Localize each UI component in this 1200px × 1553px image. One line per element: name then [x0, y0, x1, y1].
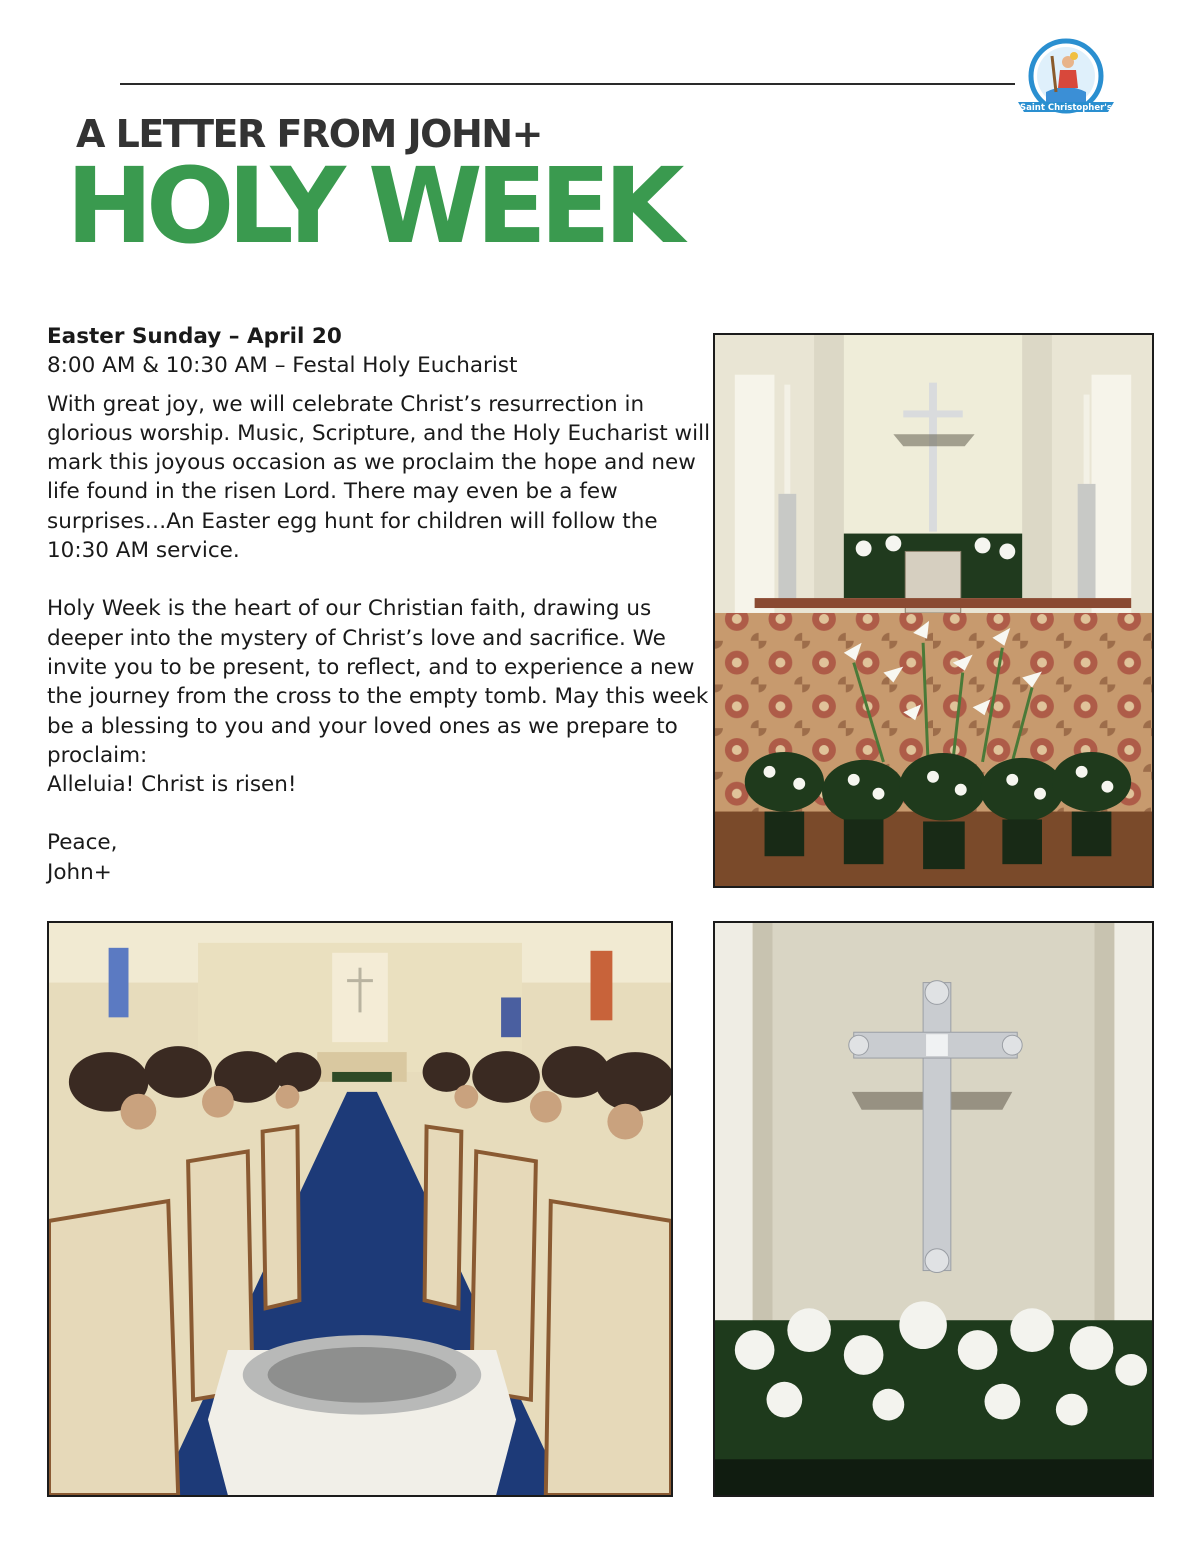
letter-content: [47, 322, 712, 887]
header-rule: [120, 83, 1015, 85]
event-title: Easter Sunday – April 20: [47, 324, 342, 349]
page-title: HOLY WEEK: [66, 145, 678, 267]
altar-lilies-photo: [713, 333, 1154, 888]
letter-closing: Peace,: [47, 830, 118, 856]
letter-subtitle: A LETTER FROM JOHN+: [76, 112, 542, 156]
logo-text: Saint Christopher's: [1020, 103, 1112, 113]
letter-body: Holy Week is the heart of our Christian faith, drawing us deeper into the mystery of Christ’s love and sacrifice. We invite you to be present, to reflect, and to experience a new the journey from the cross to the empty tomb. May this week be a blessing to you and your loved ones as we prepare to proclaim:: [47, 596, 709, 768]
saint-christopher-logo-icon: [1012, 38, 1120, 122]
event-time: 8:00 AM & 10:30 AM – Festal Holy Eucharist: [47, 353, 518, 379]
event-description: With great joy, we will celebrate Christ’s resurrection in glorious worship. Music, Scripture, and the Holy Eucharist will mark this joyous occasion as we proclaim the hope and new life found in the risen Lord. There may even be a few surprises…An Easter egg hunt for children will follow the 10:30 AM service.: [47, 391, 711, 564]
congregation-nave-photo: [47, 921, 673, 1497]
letter-signature: John+: [47, 859, 112, 885]
letter-acclamation: Alleluia! Christ is risen!: [47, 772, 297, 798]
cross-hydrangeas-photo: [713, 921, 1154, 1497]
